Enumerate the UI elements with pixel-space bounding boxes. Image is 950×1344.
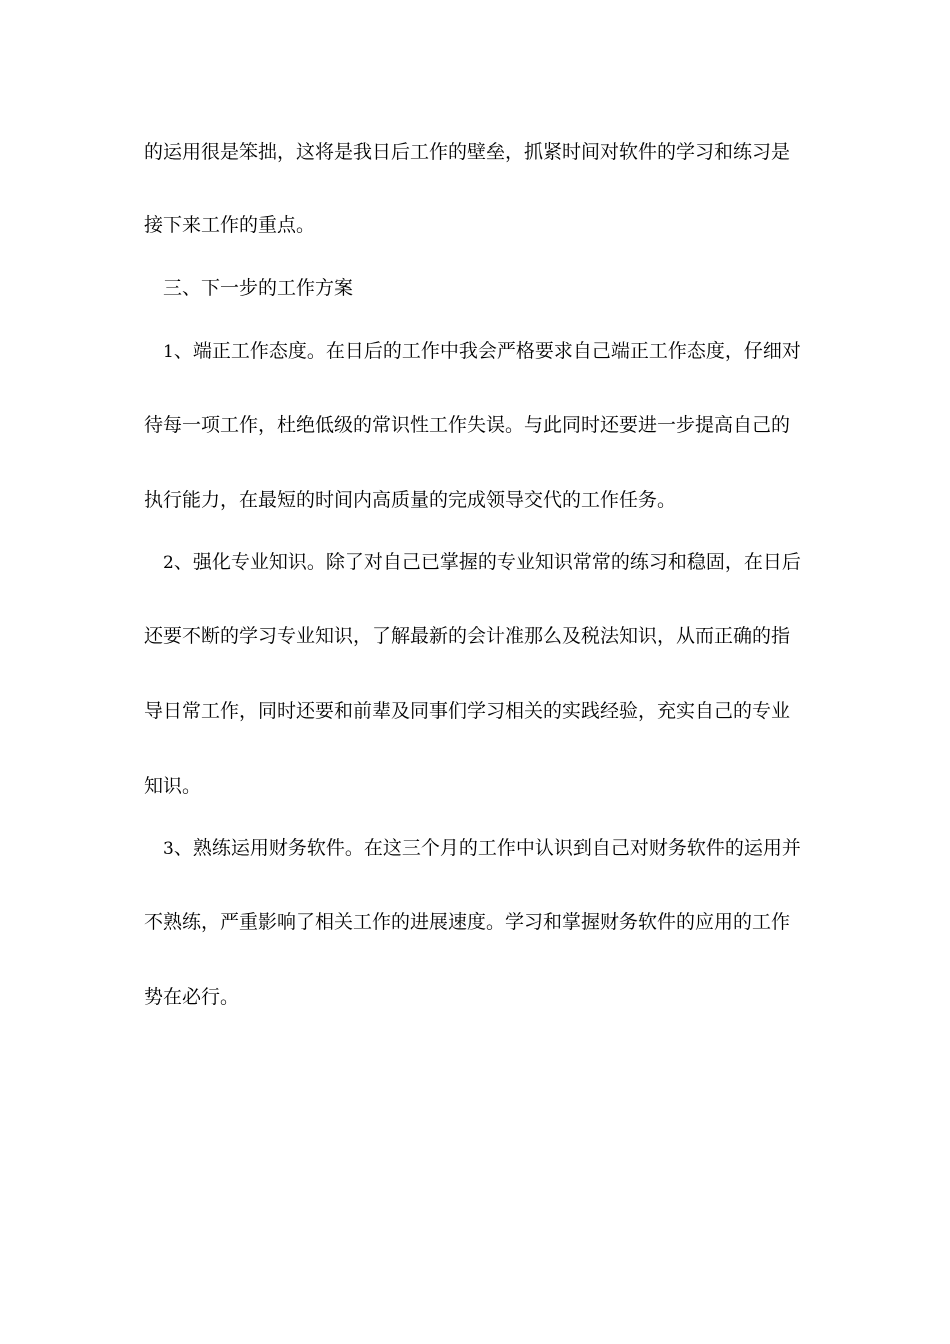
list-item-number: 1 — [163, 342, 174, 362]
paragraph-line: 执行能力，在最短的时间内高质量的完成领导交代的工作任务。 — [144, 489, 677, 511]
list-item-text: 、端正工作态度。在日后的工作中我会严格要求自己端正工作态度，仔细对 — [173, 340, 801, 362]
list-item-number: 3 — [163, 839, 174, 859]
list-item-text: 、熟练运用财务软件。在这三个月的工作中认识到自己对财务软件的运用并 — [173, 837, 801, 859]
paragraph-line: 待每一项工作，杜绝低级的常识性工作失误。与此同时还要进一步提高自己的 — [144, 414, 791, 436]
list-item-1-first-line — [163, 336, 843, 366]
paragraph-line: 知识。 — [144, 775, 202, 797]
list-item-2-first-line — [163, 547, 843, 577]
paragraph-line: 的运用很是笨拙，这将是我日后工作的壁垒，抓紧时间对软件的学习和练习是 — [144, 141, 791, 163]
list-item-3-first-line — [163, 833, 843, 863]
paragraph-line: 接下来工作的重点。 — [144, 214, 316, 236]
paragraph-line: 导日常工作，同时还要和前辈及同事们学习相关的实践经验，充实自己的专业 — [144, 700, 791, 722]
paragraph-line: 不熟练，严重影响了相关工作的进展速度。学习和掌握财务软件的应用的工作 — [144, 911, 791, 933]
section-heading: 三、下一步的工作方案 — [163, 277, 354, 299]
paragraph-line: 还要不断的学习专业知识，了解最新的会计准那么及税法知识，从而正确的指 — [144, 625, 791, 647]
paragraph-line: 势在必行。 — [144, 986, 240, 1008]
list-item-text: 、强化专业知识。除了对自己已掌握的专业知识常常的练习和稳固，在日后 — [173, 551, 801, 573]
list-item-number: 2 — [163, 553, 174, 573]
